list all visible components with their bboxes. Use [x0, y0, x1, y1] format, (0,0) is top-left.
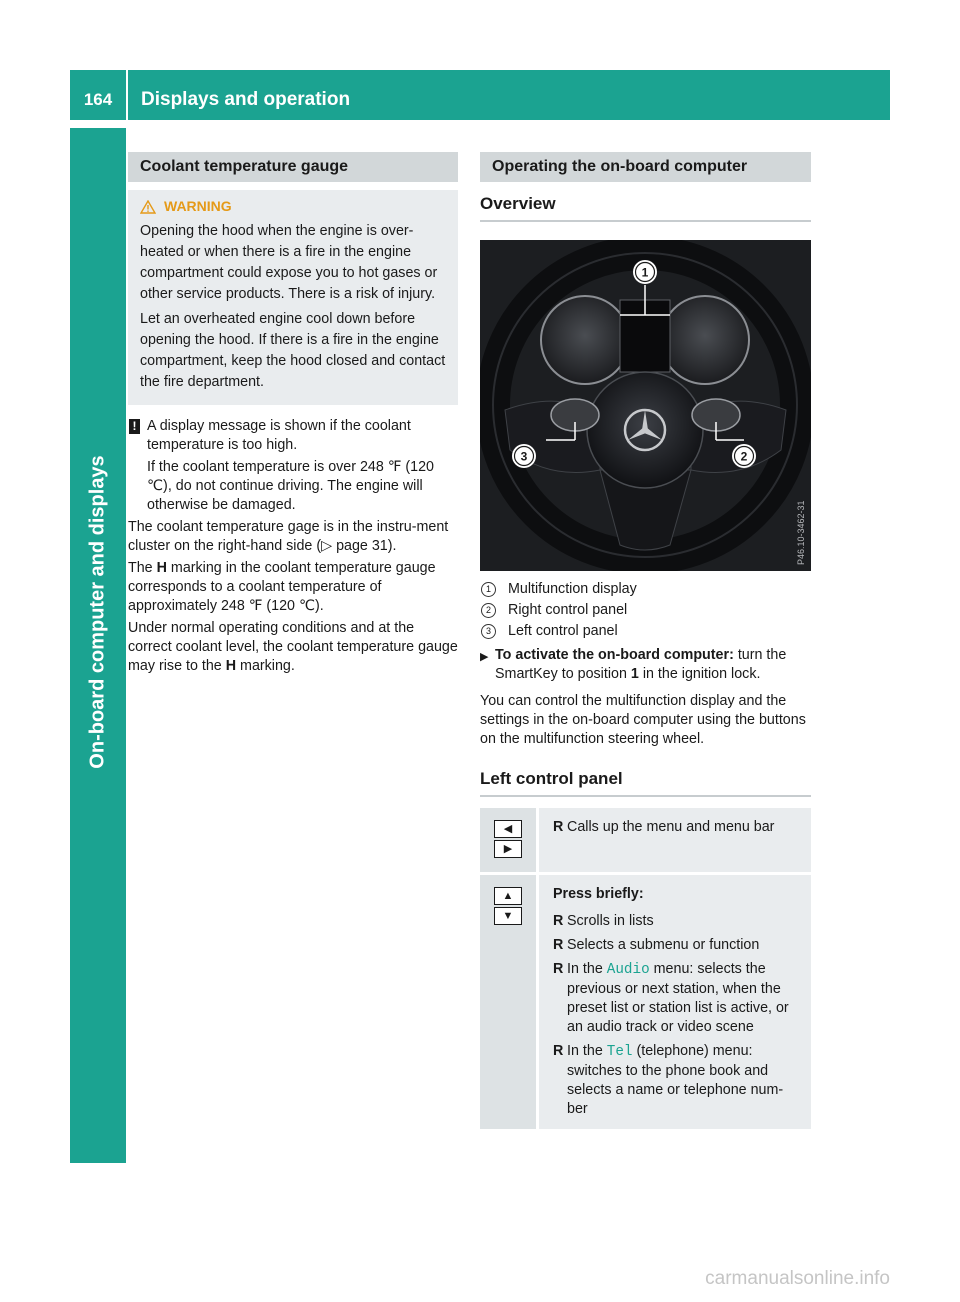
warning-box	[128, 190, 458, 405]
note-text-1: A display message is shown if the coolant temperature is too high.	[147, 418, 411, 453]
overview-body: You can control the multifunction display and the settings in the on-board computer using the buttons on the multifunction steering wheel.	[480, 693, 806, 747]
legend-label: Right control panel	[508, 602, 628, 618]
key-cell	[480, 807, 538, 874]
watermark: carmanualsonline.info	[705, 1268, 890, 1289]
step-text: To activate the on-board computer: turn the SmartKey to position 1 in the ignition lock.	[495, 647, 787, 682]
audio-menu-term: Audio	[606, 962, 650, 978]
legend-item	[480, 621, 811, 642]
svg-text:3: 3	[520, 449, 528, 464]
tel-menu-term: Tel	[606, 1044, 633, 1060]
side-tab-label-wrap	[80, 455, 116, 769]
list-item: R Calls up the menu and menu bar	[553, 819, 775, 835]
callout-1	[633, 260, 657, 284]
list-item: R In the Tel (telephone) menu: switches to the phone book and selects a name or telephone num-ber	[553, 1043, 784, 1117]
body-text-2: The H marking in the coolant temperature gauge corresponds to a coolant temperature of approximately 248 ℉ (120 ℃).	[128, 560, 436, 614]
warning-title-text: WARNING	[164, 198, 232, 214]
overview-heading: Overview	[480, 194, 811, 222]
coolant-section-title: Coolant temperature gauge	[128, 152, 458, 182]
header-divider	[126, 70, 128, 120]
svg-text:1: 1	[641, 265, 649, 280]
steering-wheel-photo	[480, 240, 811, 571]
photo-code: P46.10-3462-31	[796, 500, 806, 565]
body-text-3: Under normal operating conditions and at the correct coolant level, the coolant temperature gauge may rise to the H marking.	[128, 620, 458, 674]
onboard-section-title: Operating the on-board computer	[480, 152, 811, 182]
desc-cell	[538, 807, 812, 874]
legend-list	[480, 579, 811, 642]
list-item: R Scrolls in lists	[553, 913, 654, 929]
page-number: 164	[83, 90, 113, 109]
note-text-2: If the coolant temperature is over 248 ℉ (120 ℃), do not continue driving. The engine will otherwise be damaged.	[147, 459, 434, 513]
up-arrow-key-icon: ▲	[494, 887, 522, 905]
warning-text-1: Opening the hood when the engine is over-heated or when there is a fire in the engine compartment could expose you to hot gases or other service products. There is a risk of injury.	[140, 223, 438, 302]
svg-text:2: 2	[740, 449, 748, 464]
right-arrow-key-icon: ▶	[494, 840, 522, 858]
list-item: R Selects a submenu or function	[553, 937, 760, 953]
activation-step	[480, 646, 811, 684]
callout-number: 3	[481, 624, 496, 639]
left-column	[128, 152, 458, 679]
legend-item	[480, 579, 811, 600]
warning-title	[140, 196, 446, 217]
h-marking: H	[156, 560, 167, 576]
legend-label: Multifunction display	[508, 581, 637, 597]
warning-triangle-icon	[140, 200, 156, 214]
left-control-panel-heading: Left control panel	[480, 769, 811, 797]
warning-text-2: Let an overheated engine cool down before opening the hood. If there is a fire in the engine compartment, keep the hood closed and contact the fire department.	[140, 311, 446, 390]
note-body	[147, 417, 458, 518]
exclamation-icon: !	[129, 419, 140, 434]
table-row	[480, 807, 811, 874]
callout-number: 1	[481, 582, 496, 597]
body-text-1: The coolant temperature gage is in the instru-ment cluster on the right-hand side (▷ page 31).	[128, 519, 449, 554]
header-title: Displays and operation	[141, 89, 351, 110]
side-tab-label: On-board computer and displays	[86, 455, 109, 769]
desc-cell	[538, 874, 812, 1130]
callout-3	[512, 444, 536, 468]
step-arrow-icon: ▶	[480, 651, 489, 663]
down-arrow-key-icon: ▼	[494, 907, 522, 925]
callout-number: 2	[481, 603, 496, 618]
h-marking: H	[225, 658, 237, 674]
press-briefly-label: Press briefly:	[553, 886, 644, 902]
left-arrow-key-icon: ◀	[494, 820, 522, 838]
key-cell	[480, 874, 538, 1130]
legend-item	[480, 600, 811, 621]
table-row	[480, 874, 811, 1130]
callout-2	[732, 444, 756, 468]
list-item: R In the Audio menu: selects the previous or next station, when the preset list or station list is active, or an audio track or video scene	[553, 961, 789, 1035]
steering-wheel-illustration	[480, 240, 811, 571]
left-control-panel-table	[480, 805, 811, 1129]
note-block	[128, 417, 458, 518]
right-column	[480, 152, 811, 1129]
legend-label: Left control panel	[508, 623, 618, 639]
